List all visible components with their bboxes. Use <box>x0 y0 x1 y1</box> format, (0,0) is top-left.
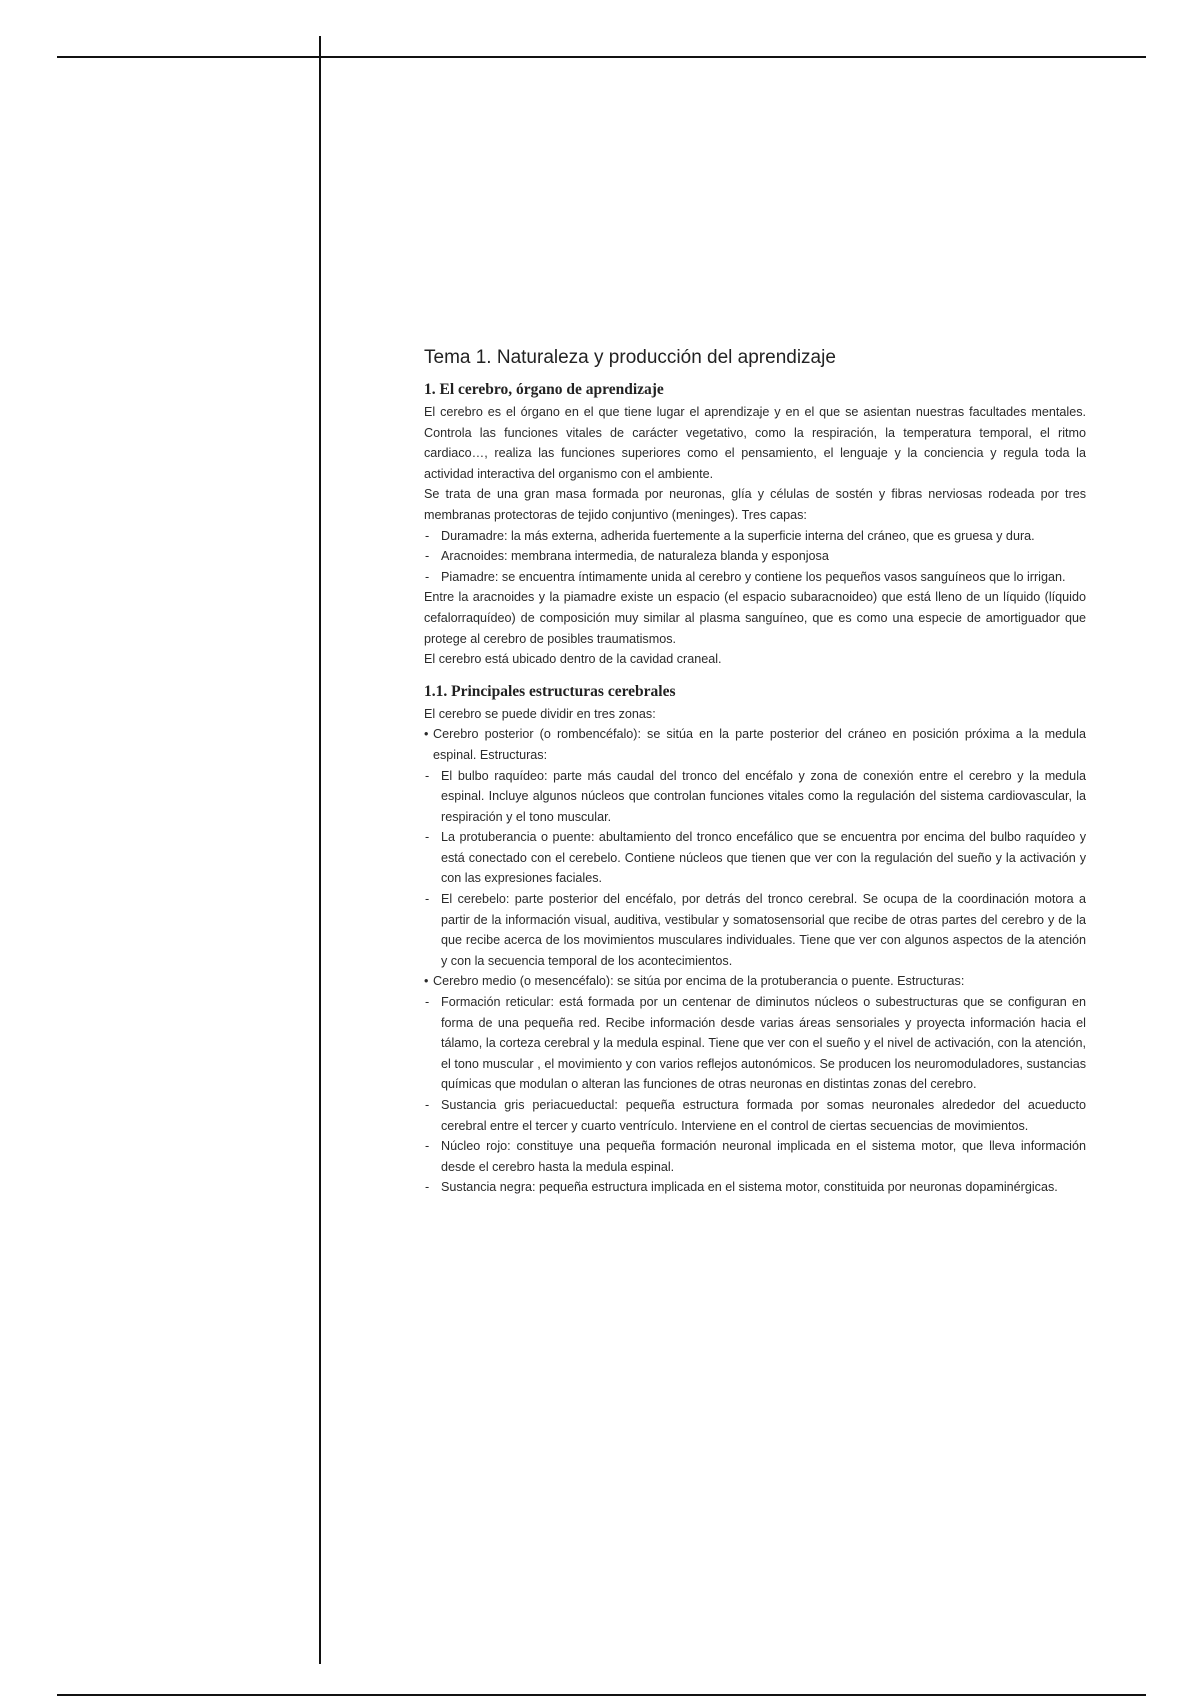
posterior-structures-list <box>424 766 1086 972</box>
bottom-rule <box>57 1694 1146 1696</box>
list-item: - Formación reticular: está formada por un centenar de diminutos núcleos o subestructuras que se configuran en forma de una pequeña red. Recibe información desde varias áreas sensoriales y proyecta información hacia el tálamo, la corteza cerebral y la medula espinal. Tiene que ver con el sueño y el nivel de activación, con la atención, el tono muscular , el movimiento y con varios reflejos autonómicos. Se producen los neuromoduladores, sustancias químicas que modulan o alteran las funciones de otras neuronas en distintas zonas del cerebro. <box>424 992 1086 1095</box>
paragraph: El cerebro se puede dividir en tres zonas: <box>424 706 656 721</box>
list-item: - Sustancia negra: pequeña estructura implicada en el sistema motor, constituida por neuronas dopaminérgicas. <box>424 1177 1086 1198</box>
list-item: - El bulbo raquídeo: parte más caudal del tronco del encéfalo y zona de conexión entre el cerebro y la medula espinal. Incluye algunos núcleos que controlan funciones vitales como la regulación del sistema cardiovascular, la respiración y el tono muscular. <box>424 766 1086 828</box>
zone-posterior: • Cerebro posterior (o rombencéfalo): se sitúa en la parte posterior del cráneo en posición próxima a la medula espinal. Estructuras: <box>424 724 1086 765</box>
zones-list <box>424 724 1086 765</box>
subsection-heading: 1.1. Principales estructuras cerebrales <box>424 682 676 700</box>
list-item: - El cerebelo: parte posterior del encéfalo, por detrás del tronco cerebral. Se ocupa de la coordinación motora a partir de la información visual, auditiva, vestibular y somatosensorial que recibe de otras partes del cerebro y de la que recibe acerca de los movimientos musculares individuales. Tiene que ver con algunos aspectos de la atención y con la secuencia temporal de los acontecimientos. <box>424 889 1086 971</box>
list-item: - Núcleo rojo: constituye una pequeña formación neuronal implicada en el sistema motor, que lleva información desde el cerebro hasta la medula espinal. <box>424 1136 1086 1177</box>
list-item: - Aracnoides: membrana intermedia, de naturaleza blanda y esponjosa <box>424 546 1086 567</box>
section-heading: 1. El cerebro, órgano de aprendizaje <box>424 381 664 398</box>
meninges-list <box>424 526 1086 588</box>
paragraph: Se trata de una gran masa formada por neuronas, glía y células de sostén y fibras nerviosas rodeada por tres membranas protectoras de tejido conjuntivo (meninges). Tres capas: <box>424 487 1086 522</box>
zone-medio: • Cerebro medio (o mesencéfalo): se sitúa por encima de la protuberancia o puente. Estructuras: <box>424 971 1086 992</box>
medio-structures-list <box>424 992 1086 1198</box>
list-item: - Piamadre: se encuentra íntimamente unida al cerebro y contiene los pequeños vasos sanguíneos que lo irrigan. <box>424 567 1086 588</box>
list-item: - La protuberancia o puente: abultamiento del tronco encefálico que se encuentra por encima del bulbo raquídeo y está conectado con el cerebelo. Contiene núcleos que tienen que ver con la regulación del sueño y la activación y con las expresiones faciales. <box>424 827 1086 889</box>
margin-rule <box>319 36 321 1664</box>
zones-list <box>424 971 1086 992</box>
paragraph: El cerebro es el órgano en el que tiene lugar el aprendizaje y en el que se asientan nuestras facultades mentales. Controla las funciones vitales de carácter vegetativo, como la respiración, la temperatura temporal, el ritmo cardiaco…, realiza las funciones superiores como el pensamiento, el lenguaje y la conciencia y regula toda la actividad interactiva del organismo con el ambiente. <box>424 405 1086 481</box>
paragraph: El cerebro está ubicado dentro de la cavidad craneal. <box>424 652 722 667</box>
list-item: - Duramadre: la más externa, adherida fuertemente a la superficie interna del cráneo, que es gruesa y dura. <box>424 526 1086 547</box>
top-rule <box>57 56 1146 58</box>
list-item: - Sustancia gris periacueductal: pequeña estructura formada por somas neuronales alrededor del acueducto cerebral entre el tercer y cuarto ventrículo. Interviene en el control de ciertas secuencias de movimientos. <box>424 1095 1086 1136</box>
paragraph: Entre la aracnoides y la piamadre existe un espacio (el espacio subaracnoideo) que está lleno de un líquido (líquido cefalorraquídeo) de composición muy similar al plasma sanguíneo, que es como una especie de amortiguador que protege al cerebro de posibles traumatismos. <box>424 590 1086 646</box>
page-title: Tema 1. Naturaleza y producción del aprendizaje <box>424 347 836 368</box>
document-body <box>424 345 1086 1198</box>
